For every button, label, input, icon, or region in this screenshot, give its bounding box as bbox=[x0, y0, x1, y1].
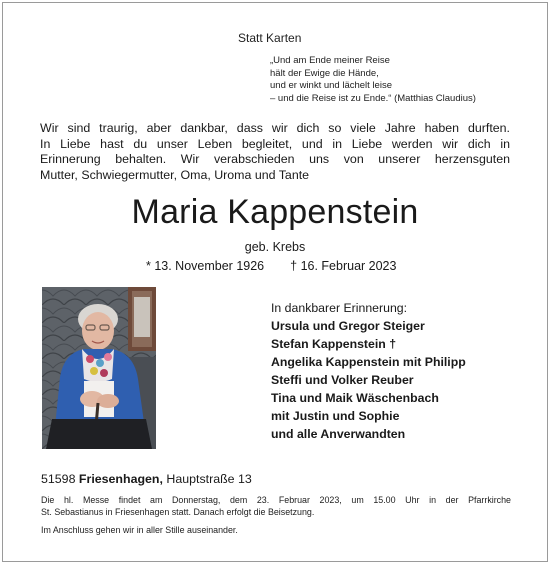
address bbox=[41, 472, 252, 486]
portrait-photo-image bbox=[42, 287, 156, 449]
mourners-list bbox=[271, 299, 466, 443]
address-street: Hauptstraße 13 bbox=[166, 472, 252, 486]
intro-line: Erinnerung behalten. Wir verabschieden uns von unserer herzensguten bbox=[40, 152, 510, 167]
quote-line: „Und am Ende meiner Reise bbox=[270, 55, 390, 66]
poem-quote bbox=[270, 55, 476, 105]
closing-text: Im Anschluss gehen wir in aller Stille auseinander. bbox=[41, 525, 238, 535]
address-city: Friesenhagen, bbox=[78, 472, 163, 486]
intro-line: Wir sind traurig, aber dankbar, dass wir dich so viele Jahre haben durften. bbox=[40, 121, 510, 135]
mourner-name: und alle Anverwandten bbox=[271, 427, 406, 441]
portrait-photo bbox=[42, 287, 156, 449]
quote-line: hält der Ewige die Hände, bbox=[270, 67, 379, 79]
notice-line: St. Sebastianus in Friesenhagen statt. Danach erfolgt die Beisetzung. bbox=[41, 507, 315, 518]
mourner-name: Steffi und Volker Reuber bbox=[271, 373, 414, 387]
mourner-name: mit Justin und Sophie bbox=[271, 409, 400, 423]
maiden-name: geb. Krebs bbox=[244, 240, 306, 254]
birth-date: * 13. November 1926 bbox=[146, 259, 265, 273]
mourner-name: Ursula und Gregor Steiger bbox=[271, 319, 425, 333]
mourners-heading: In dankbarer Erinnerung: bbox=[271, 301, 408, 315]
funeral-notice bbox=[41, 494, 511, 518]
intro-line: Mutter, Schwiegermutter, Oma, Uroma und Tante bbox=[40, 168, 310, 183]
deceased-name: Maria Kappenstein bbox=[131, 193, 419, 231]
notice-line: Die hl. Messe findet am Donnerstag, dem 23. Februar 2023, um 15.00 Uhr in der Pfarrkirche bbox=[41, 495, 511, 505]
death-date: † 16. Februar 2023 bbox=[290, 259, 397, 273]
mourner-name: Tina und Maik Wäschenbach bbox=[271, 391, 439, 405]
intro-text bbox=[40, 121, 510, 184]
life-dates bbox=[146, 259, 396, 273]
mourner-name: Angelika Kappenstein mit Philipp bbox=[271, 355, 466, 369]
quote-line: und er winkt und lächelt leise bbox=[270, 80, 392, 91]
intro-line: In Liebe hast du unser Leben begleitet, und in Liebe werden wir dich in bbox=[40, 136, 510, 151]
address-zip: 51598 bbox=[41, 472, 76, 486]
statt-karten-label: Statt Karten bbox=[238, 31, 302, 45]
quote-line: – und die Reise ist zu Ende.“ (Matthias Claudius) bbox=[270, 92, 476, 104]
mourner-name: Stefan Kappenstein † bbox=[271, 337, 397, 351]
